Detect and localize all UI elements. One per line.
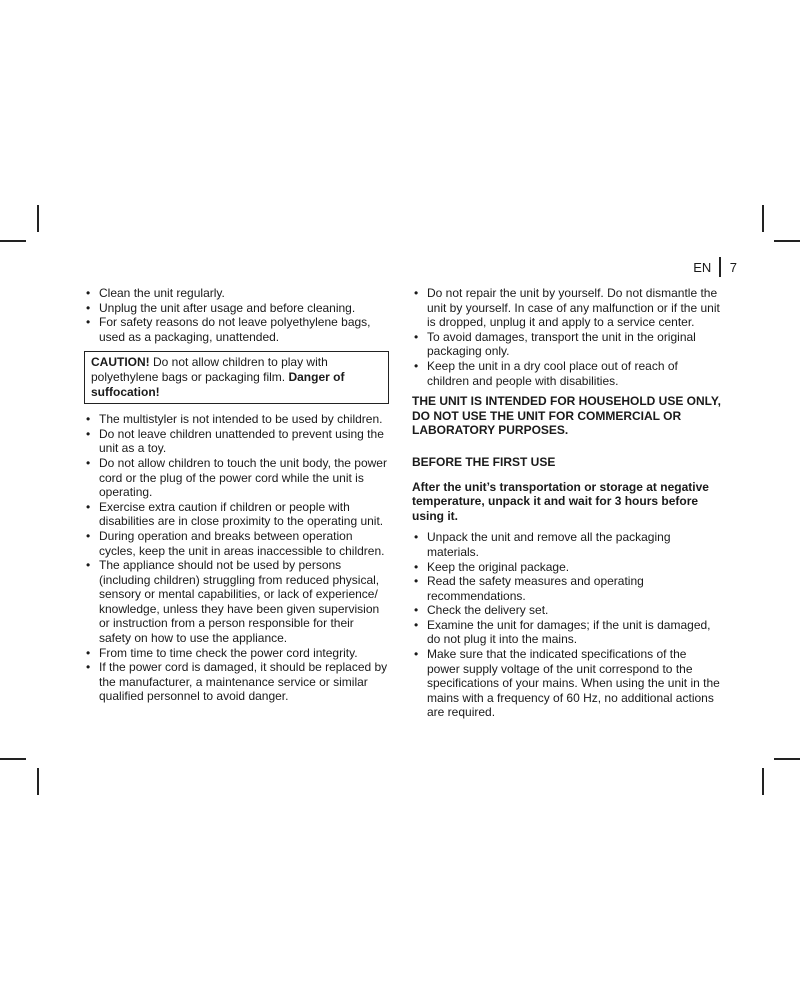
crop-mark-top-left-vertical <box>37 205 39 232</box>
list-item: • For safety reasons do not leave polyethylene bags, used as a packaging, unattended. <box>84 315 389 344</box>
list-item: • Clean the unit regularly. <box>84 286 389 301</box>
crop-mark-bottom-right-horizontal <box>774 758 800 760</box>
crop-mark-bottom-right-vertical <box>762 768 764 795</box>
caution-box <box>84 351 389 404</box>
caution-label: CAUTION! <box>91 355 150 370</box>
bullet-list <box>412 286 722 388</box>
page-header <box>693 257 737 277</box>
left-column <box>84 286 389 704</box>
list-item: • Exercise extra caution if children or people with disabilities are in close proximity to the operating unit. <box>84 500 389 529</box>
bullet-list <box>84 286 389 344</box>
list-item: • Check the delivery set. <box>412 603 722 618</box>
list-item: • Keep the original package. <box>412 560 722 575</box>
crop-mark-top-left-horizontal <box>0 240 26 242</box>
caution-emphasis: Danger of suffocation! <box>91 369 345 399</box>
list-item: • From time to time check the power cord integrity. <box>84 646 389 661</box>
right-column <box>412 286 722 720</box>
list-item: • Do not allow children to touch the unit body, the power cord or the plug of the power cord while the unit is operating. <box>84 456 389 500</box>
language-code: EN <box>693 259 712 275</box>
list-item: • Unpack the unit and remove all the packaging materials. <box>412 530 722 559</box>
bullet-list <box>412 530 722 720</box>
list-item: • Do not repair the unit by yourself. Do not dismantle the unit by yourself. In case of any malfunction or if the unit is dropped, unplug it and apply to a service center. <box>412 286 722 330</box>
list-item: • The appliance should not be used by persons (including children) struggling from reduced physical, sensory or mental capabilities, or lack of experience/ knowledge, unless they have been given supervision or instruction from a person responsible for their safety on how to use the appliance. <box>84 558 389 646</box>
bullet-list <box>84 412 389 704</box>
list-item: • To avoid damages, transport the unit in the original packaging only. <box>412 330 722 359</box>
list-item: • The multistyler is not intended to be used by children. <box>84 412 389 427</box>
caution-text: Do not allow children to play with polyethylene bags or packaging film. <box>91 355 328 384</box>
list-item: • Read the safety measures and operating recommendations. <box>412 574 722 603</box>
list-item: • Unplug the unit after usage and before cleaning. <box>84 301 389 316</box>
crop-mark-bottom-left-vertical <box>37 768 39 795</box>
header-divider <box>719 257 721 277</box>
section-intro: After the unit’s transportation or storage at negative temperature, unpack it and wait for 3 hours before using it. <box>412 479 709 523</box>
list-item: • Do not leave children unattended to prevent using the unit as a toy. <box>84 427 389 456</box>
section-heading: BEFORE THE FIRST USE <box>412 454 556 469</box>
list-item: • Keep the unit in a dry cool place out of reach of children and people with disabilities. <box>412 359 722 388</box>
list-item: • If the power cord is damaged, it should be replaced by the manufacturer, a maintenance service or similar qualified personnel to avoid danger. <box>84 660 389 704</box>
crop-mark-bottom-left-horizontal <box>0 758 26 760</box>
list-item: • Examine the unit for damages; if the unit is damaged, do not plug it into the mains. <box>412 618 722 647</box>
list-item: • During operation and breaks between operation cycles, keep the unit in areas inaccessible to children. <box>84 529 389 558</box>
household-use-notice: THE UNIT IS INTENDED FOR HOUSEHOLD USE ONLY, DO NOT USE THE UNIT FOR COMMERCIAL OR LABORATORY PURPOSES. <box>412 394 721 438</box>
crop-mark-top-right-vertical <box>762 205 764 232</box>
crop-mark-top-right-horizontal <box>774 240 800 242</box>
list-item: • Make sure that the indicated specifications of the power supply voltage of the unit correspond to the specifications of your mains. When using the unit in the mains with a frequency of 60 Hz, no additional actions are required. <box>412 647 722 720</box>
page-number: 7 <box>729 259 737 275</box>
